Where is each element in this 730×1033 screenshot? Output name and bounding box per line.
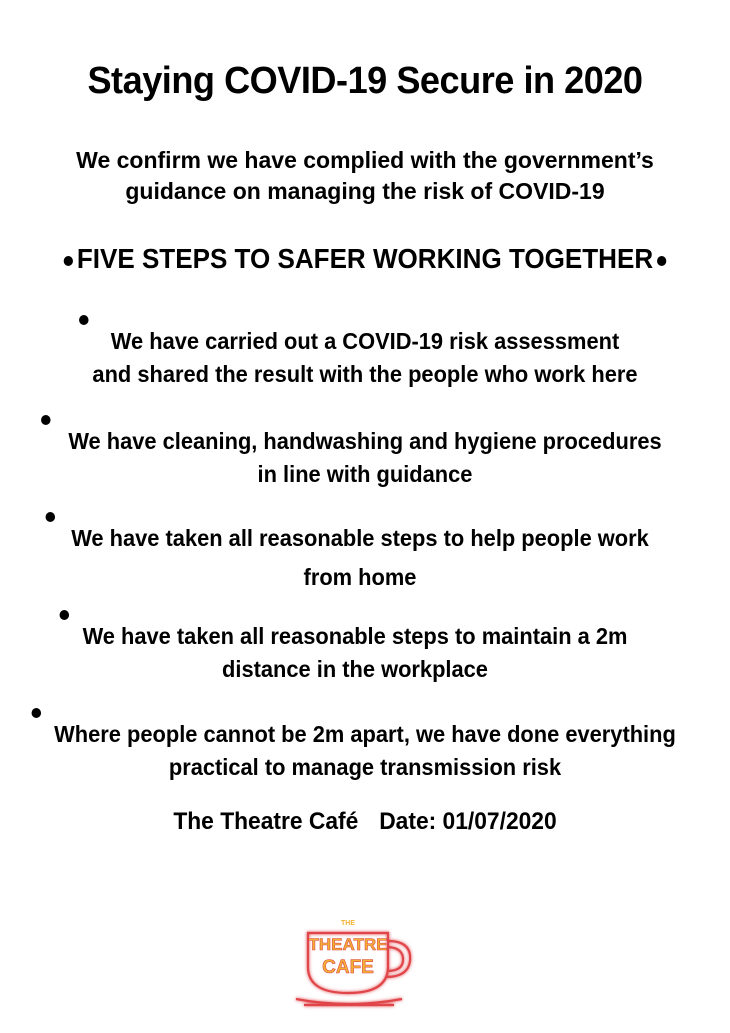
intro-statement [40,145,690,207]
bullet-icon [41,415,51,425]
step-line-2: and shared the result with the people who work here [92,361,638,387]
logo-text-cafe: CAFE [322,957,374,978]
intro-line-2: guidance on managing the risk of COVID-19 [125,178,605,204]
step-text: We have taken all reasonable steps to help people work [71,525,649,551]
step-line-1 [56,610,655,653]
bullet-icon [46,512,56,522]
bullet-icon [657,256,666,266]
step-item-5 [28,708,703,784]
step-line-1 [28,708,703,751]
step-item-2 [37,415,693,491]
step-line-1 [37,415,693,458]
step-text: We have carried out a COVID-19 risk assessment [110,328,620,354]
step-line-2: distance in the workplace [222,656,488,682]
intro-line-1: We confirm we have complied with the government’s [76,147,654,173]
poster-title: Staying COVID-19 Secure in 2020 [87,60,643,102]
step-item-4 [56,610,655,686]
bullet-icon [64,256,73,266]
step-line-1 [42,512,679,555]
five-steps-heading [26,243,705,275]
theatre-cafe-logo [290,915,420,1010]
five-steps-heading-text: FIVE STEPS TO SAFER WORKING TOGETHER [76,243,654,274]
bullet-icon [32,708,42,718]
bullet-icon [79,315,89,325]
step-line-2: in line with guidance [257,461,473,487]
signed-date: Date: 01/07/2020 [379,808,557,835]
bullet-icon [60,610,70,620]
step-text: We have cleaning, handwashing and hygiene procedures [68,428,662,454]
venue-name: The Theatre Café [173,808,359,835]
step-line-1 [75,315,655,358]
footer-signature [18,808,712,836]
step-line-2: practical to manage transmission risk [168,754,562,780]
logo-text-theatre: THEATRE [308,935,388,954]
step-item-3 [42,512,679,594]
step-text: We have taken all reasonable steps to maintain a 2m [82,623,628,649]
logo-text-small: THE [341,920,355,927]
step-text: Where people cannot be 2m apart, we have done everything [54,721,676,747]
step-line-2: from home [303,564,417,590]
step-item-1 [75,315,655,391]
